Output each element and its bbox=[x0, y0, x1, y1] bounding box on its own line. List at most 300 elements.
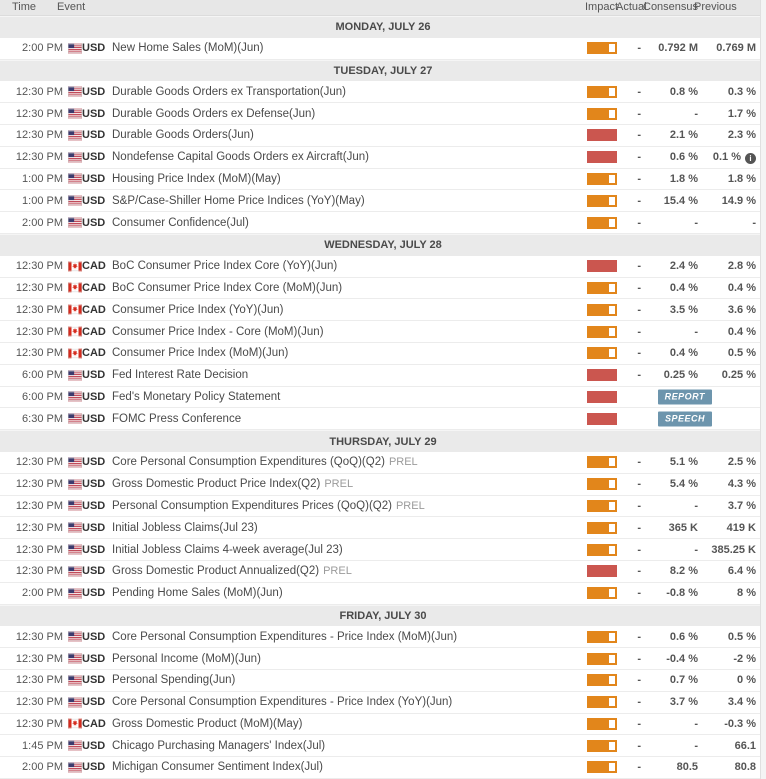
consensus-value: -0.8 % bbox=[666, 587, 698, 600]
currency-label: USD bbox=[82, 478, 106, 491]
event-name bbox=[112, 108, 587, 120]
event-name bbox=[112, 478, 587, 490]
event-row[interactable] bbox=[0, 125, 766, 147]
event-name bbox=[112, 631, 587, 643]
impact-bar-icon bbox=[587, 500, 617, 512]
event-name bbox=[112, 696, 587, 708]
consensus-value: 0.792 M bbox=[658, 42, 698, 55]
impact-bar-icon bbox=[587, 129, 617, 141]
currency-label: USD bbox=[82, 630, 106, 643]
currency-label: CAD bbox=[82, 325, 106, 338]
us-flag bbox=[63, 108, 82, 119]
currency-label: CAD bbox=[82, 260, 106, 273]
currency-label: USD bbox=[82, 129, 106, 142]
event-row[interactable] bbox=[0, 278, 766, 300]
event-time: 12:30 PM bbox=[15, 151, 63, 164]
event-name bbox=[112, 326, 587, 338]
impact-indicator bbox=[587, 129, 621, 141]
impact-bar-icon bbox=[587, 631, 617, 643]
previous-value: 3.6 % bbox=[727, 303, 756, 316]
currency-label: USD bbox=[82, 172, 106, 185]
event-title: Chicago Purchasing Managers' Index(Jul) bbox=[112, 739, 326, 752]
previous-value: 0.5 % bbox=[727, 630, 756, 643]
impact-bar-icon bbox=[587, 478, 617, 490]
impact-indicator bbox=[587, 42, 621, 54]
consensus-value: 0.25 % bbox=[663, 369, 698, 382]
ca-flag bbox=[63, 282, 82, 293]
impact-bar-icon bbox=[587, 456, 617, 468]
impact-indicator bbox=[587, 761, 621, 773]
actual-value: - bbox=[637, 172, 641, 185]
consensus-value: 5.1 % bbox=[669, 456, 698, 469]
previous-value: -0.3 % bbox=[724, 717, 756, 730]
consensus-value: - bbox=[694, 325, 698, 338]
previous-value: 385.25 K bbox=[711, 543, 756, 556]
impact-indicator bbox=[587, 522, 621, 534]
consensus-value: 2.1 % bbox=[669, 129, 698, 142]
actual-value: - bbox=[637, 696, 641, 709]
event-row[interactable] bbox=[0, 343, 766, 365]
actual-value: - bbox=[637, 761, 641, 774]
actual-value: - bbox=[637, 281, 641, 294]
event-name bbox=[112, 740, 587, 752]
previous-value: 0 % bbox=[737, 674, 756, 687]
us-flag bbox=[63, 588, 82, 599]
event-row[interactable] bbox=[0, 190, 766, 212]
impact-indicator bbox=[587, 718, 621, 730]
event-time: 1:00 PM bbox=[22, 172, 63, 185]
event-name bbox=[112, 761, 587, 773]
currency-label: CAD bbox=[82, 303, 106, 316]
impact-bar-icon bbox=[587, 347, 617, 359]
consensus-value: - bbox=[694, 216, 698, 229]
consensus-value: 0.4 % bbox=[669, 281, 698, 294]
event-row[interactable] bbox=[0, 583, 766, 605]
previous-value: 0.769 M bbox=[716, 42, 756, 55]
previous-value: 66.1 bbox=[734, 739, 756, 752]
actual-value: - bbox=[637, 325, 641, 338]
us-flag bbox=[63, 173, 82, 184]
event-title: New Home Sales (MoM)(Jun) bbox=[112, 42, 264, 55]
currency-label: USD bbox=[82, 761, 106, 774]
event-title: Initial Jobless Claims 4-week average(Jul 23) bbox=[112, 543, 343, 556]
event-title: Durable Goods Orders ex Defense(Jun) bbox=[112, 107, 316, 120]
event-row[interactable] bbox=[0, 474, 766, 496]
col-header-event: Event bbox=[57, 1, 86, 13]
us-flag bbox=[63, 217, 82, 228]
event-title: Initial Jobless Claims(Jul 23) bbox=[112, 521, 258, 534]
currency-label: CAD bbox=[82, 281, 106, 294]
us-flag bbox=[63, 86, 82, 97]
col-header-actual: Actual bbox=[616, 1, 647, 13]
impact-indicator bbox=[587, 696, 621, 708]
event-name bbox=[112, 413, 587, 425]
impact-indicator bbox=[587, 86, 621, 98]
actual-value: - bbox=[637, 478, 641, 491]
col-header-impact: Impact bbox=[585, 1, 619, 13]
currency-label: USD bbox=[82, 390, 106, 403]
day-label: MONDAY, JULY 26 bbox=[335, 21, 431, 34]
currency-label: USD bbox=[82, 499, 106, 512]
event-title: Housing Price Index (MoM)(May) bbox=[112, 172, 281, 185]
event-title: Pending Home Sales (MoM)(Jun) bbox=[112, 587, 283, 600]
event-title: Durable Goods Orders(Jun) bbox=[112, 129, 254, 142]
impact-bar-icon bbox=[587, 413, 617, 425]
event-title: S&P/Case-Shiller Home Price Indices (YoY)(May) bbox=[112, 194, 365, 207]
impact-bar-icon bbox=[587, 544, 617, 556]
actual-value: - bbox=[637, 456, 641, 469]
impact-indicator bbox=[587, 478, 621, 490]
event-name bbox=[112, 86, 587, 98]
info-icon[interactable]: i bbox=[745, 153, 756, 164]
impact-indicator bbox=[587, 304, 621, 316]
day-label: TUESDAY, JULY 27 bbox=[333, 64, 433, 77]
event-row[interactable] bbox=[0, 648, 766, 670]
currency-label: USD bbox=[82, 107, 106, 120]
day-header bbox=[0, 430, 766, 452]
us-flag bbox=[63, 566, 82, 577]
event-name bbox=[112, 347, 587, 359]
us-flag bbox=[63, 740, 82, 751]
event-title: Michigan Consumer Sentiment Index(Jul) bbox=[112, 761, 323, 774]
impact-indicator bbox=[587, 740, 621, 752]
actual-value: - bbox=[637, 347, 641, 360]
day-header bbox=[0, 605, 766, 627]
impact-bar-icon bbox=[587, 653, 617, 665]
consensus-value: 0.4 % bbox=[669, 347, 698, 360]
impact-bar-icon bbox=[587, 195, 617, 207]
impact-indicator bbox=[587, 282, 621, 294]
event-row[interactable] bbox=[0, 256, 766, 278]
consensus-value: 3.7 % bbox=[669, 696, 698, 709]
currency-label: USD bbox=[82, 696, 106, 709]
previous-value: 419 K bbox=[726, 521, 756, 534]
actual-value: - bbox=[637, 369, 641, 382]
consensus-value: 365 K bbox=[668, 521, 698, 534]
us-flag bbox=[63, 675, 82, 686]
event-time: 12:30 PM bbox=[15, 652, 63, 665]
consensus-value: -0.4 % bbox=[666, 652, 698, 665]
impact-indicator bbox=[587, 108, 621, 120]
event-name bbox=[112, 587, 587, 599]
event-row[interactable] bbox=[0, 387, 766, 409]
impact-indicator bbox=[587, 413, 621, 425]
impact-indicator bbox=[587, 195, 621, 207]
event-name bbox=[112, 173, 587, 185]
event-name bbox=[112, 391, 587, 403]
actual-value: - bbox=[637, 194, 641, 207]
impact-indicator bbox=[587, 674, 621, 686]
event-title: Fed Interest Rate Decision bbox=[112, 369, 249, 382]
col-header-previous: Previous bbox=[694, 1, 737, 13]
actual-value: - bbox=[637, 42, 641, 55]
event-title: Personal Consumption Expenditures Prices (QoQ)(Q2) bbox=[112, 499, 392, 512]
impact-indicator bbox=[587, 391, 621, 403]
event-name bbox=[112, 544, 587, 556]
previous-value: 0.25 % bbox=[721, 369, 756, 382]
impact-bar-icon bbox=[587, 173, 617, 185]
actual-value: - bbox=[637, 652, 641, 665]
actual-value: - bbox=[637, 674, 641, 687]
actual-value: - bbox=[637, 717, 641, 730]
event-title: Gross Domestic Product Price Index(Q2) bbox=[112, 478, 321, 491]
event-time: 2:00 PM bbox=[22, 42, 63, 55]
event-time: 12:30 PM bbox=[15, 696, 63, 709]
actual-value: - bbox=[637, 521, 641, 534]
event-row[interactable] bbox=[0, 408, 766, 430]
impact-bar-icon bbox=[587, 42, 617, 54]
event-row[interactable] bbox=[0, 81, 766, 103]
currency-label: USD bbox=[82, 652, 106, 665]
event-title: Gross Domestic Product Annualized(Q2) bbox=[112, 565, 320, 578]
previous-value: 2.3 % bbox=[727, 129, 756, 142]
impact-bar-icon bbox=[587, 761, 617, 773]
actual-value: - bbox=[637, 543, 641, 556]
consensus-value: - bbox=[694, 499, 698, 512]
consensus-value: 8.2 % bbox=[669, 565, 698, 578]
ca-flag bbox=[63, 261, 82, 272]
impact-indicator bbox=[587, 260, 621, 272]
currency-label: USD bbox=[82, 194, 106, 207]
event-row[interactable] bbox=[0, 561, 766, 583]
event-time: 12:30 PM bbox=[15, 107, 63, 120]
col-header-consensus: Consensus bbox=[643, 1, 699, 13]
us-flag bbox=[63, 195, 82, 206]
event-time: 12:30 PM bbox=[15, 543, 63, 556]
actual-value: - bbox=[637, 260, 641, 273]
us-flag bbox=[63, 457, 82, 468]
day-header bbox=[0, 234, 766, 256]
event-suffix: PREL bbox=[388, 456, 418, 469]
impact-bar-icon bbox=[587, 217, 617, 229]
event-name bbox=[112, 674, 587, 686]
previous-value: 6.4 % bbox=[727, 565, 756, 578]
impact-indicator bbox=[587, 151, 621, 163]
currency-label: USD bbox=[82, 42, 106, 55]
event-suffix: PREL bbox=[324, 478, 354, 491]
impact-indicator bbox=[587, 653, 621, 665]
event-time: 12:30 PM bbox=[15, 565, 63, 578]
currency-label: CAD bbox=[82, 717, 106, 730]
event-title: FOMC Press Conference bbox=[112, 412, 242, 425]
impact-bar-icon bbox=[587, 565, 617, 577]
actual-value: - bbox=[637, 499, 641, 512]
event-time: 12:30 PM bbox=[15, 674, 63, 687]
event-name bbox=[112, 304, 587, 316]
event-row[interactable] bbox=[0, 626, 766, 648]
impact-bar-icon bbox=[587, 391, 617, 403]
day-header bbox=[0, 60, 766, 82]
ca-flag bbox=[63, 304, 82, 315]
impact-indicator bbox=[587, 369, 621, 381]
event-row[interactable] bbox=[0, 539, 766, 561]
event-row[interactable] bbox=[0, 714, 766, 736]
event-title: Nondefense Capital Goods Orders ex Aircraft(Jun) bbox=[112, 151, 369, 164]
consensus-value: - bbox=[694, 107, 698, 120]
event-time: 12:30 PM bbox=[15, 129, 63, 142]
event-time: 2:00 PM bbox=[22, 587, 63, 600]
event-name bbox=[112, 718, 587, 730]
previous-value: 3.7 % bbox=[727, 499, 756, 512]
scrollbar-track[interactable] bbox=[760, 0, 766, 779]
event-row[interactable] bbox=[0, 321, 766, 343]
event-name bbox=[112, 653, 587, 665]
previous-value: 80.8 bbox=[734, 761, 756, 774]
event-title: Personal Spending(Jun) bbox=[112, 674, 236, 687]
previous-value: 1.8 % bbox=[727, 172, 756, 185]
consensus-value: 15.4 % bbox=[663, 194, 698, 207]
event-time: 1:45 PM bbox=[22, 739, 63, 752]
impact-indicator bbox=[587, 565, 621, 577]
event-time: 12:30 PM bbox=[15, 85, 63, 98]
impact-bar-icon bbox=[587, 304, 617, 316]
impact-bar-icon bbox=[587, 108, 617, 120]
event-name bbox=[112, 260, 587, 272]
event-row[interactable] bbox=[0, 496, 766, 518]
event-name bbox=[112, 151, 587, 163]
consensus-value: 0.6 % bbox=[669, 630, 698, 643]
event-time: 12:30 PM bbox=[15, 260, 63, 273]
currency-label: USD bbox=[82, 216, 106, 229]
event-time: 12:30 PM bbox=[15, 521, 63, 534]
event-time: 12:30 PM bbox=[15, 456, 63, 469]
impact-bar-icon bbox=[587, 718, 617, 730]
previous-value: - bbox=[752, 216, 756, 229]
event-name bbox=[112, 369, 587, 381]
consensus-value: 2.4 % bbox=[669, 260, 698, 273]
event-title: Personal Income (MoM)(Jun) bbox=[112, 652, 261, 665]
event-row[interactable] bbox=[0, 38, 766, 60]
event-time: 12:30 PM bbox=[15, 717, 63, 730]
event-row[interactable] bbox=[0, 365, 766, 387]
consensus-value: - bbox=[694, 739, 698, 752]
actual-value: - bbox=[637, 565, 641, 578]
impact-indicator bbox=[587, 631, 621, 643]
currency-label: USD bbox=[82, 85, 106, 98]
event-time: 2:00 PM bbox=[22, 761, 63, 774]
previous-value: 0.3 % bbox=[727, 85, 756, 98]
previous-value: 2.8 % bbox=[727, 260, 756, 273]
actual-value: - bbox=[637, 630, 641, 643]
event-time: 12:30 PM bbox=[15, 325, 63, 338]
us-flag bbox=[63, 544, 82, 555]
ca-flag bbox=[63, 718, 82, 729]
event-row[interactable] bbox=[0, 299, 766, 321]
impact-bar-icon bbox=[587, 587, 617, 599]
impact-bar-icon bbox=[587, 369, 617, 381]
event-name bbox=[112, 456, 587, 468]
actual-value: - bbox=[637, 303, 641, 316]
event-name bbox=[112, 42, 587, 54]
event-name bbox=[112, 522, 587, 534]
impact-indicator bbox=[587, 326, 621, 338]
actual-value: - bbox=[637, 85, 641, 98]
event-title: Fed's Monetary Policy Statement bbox=[112, 390, 281, 403]
actual-value: - bbox=[637, 129, 641, 142]
event-title: Core Personal Consumption Expenditures (QoQ)(Q2) bbox=[112, 456, 385, 469]
event-title: Consumer Confidence(Jul) bbox=[112, 216, 249, 229]
actual-value: - bbox=[637, 587, 641, 600]
event-name bbox=[112, 282, 587, 294]
impact-indicator bbox=[587, 500, 621, 512]
impact-bar-icon bbox=[587, 151, 617, 163]
event-row[interactable] bbox=[0, 147, 766, 169]
impact-bar-icon bbox=[587, 696, 617, 708]
event-name bbox=[112, 195, 587, 207]
us-flag bbox=[63, 697, 82, 708]
impact-bar-icon bbox=[587, 282, 617, 294]
currency-label: USD bbox=[82, 739, 106, 752]
impact-bar-icon bbox=[587, 674, 617, 686]
event-time: 12:30 PM bbox=[15, 303, 63, 316]
impact-indicator bbox=[587, 587, 621, 599]
currency-label: USD bbox=[82, 674, 106, 687]
actual-value: - bbox=[637, 216, 641, 229]
event-title: Consumer Price Index (YoY)(Jun) bbox=[112, 303, 284, 316]
event-suffix: PREL bbox=[395, 499, 425, 512]
event-time: 12:30 PM bbox=[15, 499, 63, 512]
us-flag bbox=[63, 762, 82, 773]
currency-label: CAD bbox=[82, 347, 106, 360]
event-row[interactable] bbox=[0, 517, 766, 539]
previous-value: 4.3 % bbox=[727, 478, 756, 491]
previous-value: 0.5 % bbox=[727, 347, 756, 360]
event-time: 6:00 PM bbox=[22, 390, 63, 403]
table-header bbox=[0, 0, 766, 16]
previous-value: 1.7 % bbox=[727, 107, 756, 120]
event-title: Consumer Price Index (MoM)(Jun) bbox=[112, 347, 289, 360]
event-title: Gross Domestic Product (MoM)(May) bbox=[112, 717, 303, 730]
us-flag bbox=[63, 479, 82, 490]
event-title: Durable Goods Orders ex Transportation(Jun) bbox=[112, 85, 346, 98]
us-flag bbox=[63, 391, 82, 402]
us-flag bbox=[63, 522, 82, 533]
us-flag bbox=[63, 413, 82, 424]
impact-bar-icon bbox=[587, 740, 617, 752]
event-row[interactable] bbox=[0, 735, 766, 757]
event-title: BoC Consumer Price Index Core (YoY)(Jun) bbox=[112, 260, 338, 273]
consensus-value: 0.8 % bbox=[669, 85, 698, 98]
event-name bbox=[112, 217, 587, 229]
day-label: FRIDAY, JULY 30 bbox=[339, 609, 427, 622]
currency-label: USD bbox=[82, 369, 106, 382]
previous-value: 0.4 % bbox=[727, 281, 756, 294]
event-name bbox=[112, 129, 587, 141]
event-row[interactable] bbox=[0, 757, 766, 779]
event-row[interactable] bbox=[0, 692, 766, 714]
consensus-value: 5.4 % bbox=[669, 478, 698, 491]
event-title: Consumer Price Index - Core (MoM)(Jun) bbox=[112, 325, 324, 338]
event-row[interactable] bbox=[0, 103, 766, 125]
currency-label: USD bbox=[82, 543, 106, 556]
event-row[interactable] bbox=[0, 169, 766, 191]
event-badge[interactable]: SPEECH bbox=[658, 411, 712, 426]
event-badge[interactable]: REPORT bbox=[658, 389, 712, 404]
previous-value: 0.4 % bbox=[727, 325, 756, 338]
day-header bbox=[0, 16, 766, 38]
previous-value: 3.4 % bbox=[727, 696, 756, 709]
consensus-value: 0.6 % bbox=[669, 151, 698, 164]
us-flag bbox=[63, 130, 82, 141]
event-row[interactable] bbox=[0, 670, 766, 692]
event-row[interactable] bbox=[0, 212, 766, 234]
event-time: 6:00 PM bbox=[22, 369, 63, 382]
event-row[interactable] bbox=[0, 452, 766, 474]
currency-label: USD bbox=[82, 456, 106, 469]
us-flag bbox=[63, 500, 82, 511]
us-flag bbox=[63, 152, 82, 163]
day-label: WEDNESDAY, JULY 28 bbox=[324, 239, 442, 252]
